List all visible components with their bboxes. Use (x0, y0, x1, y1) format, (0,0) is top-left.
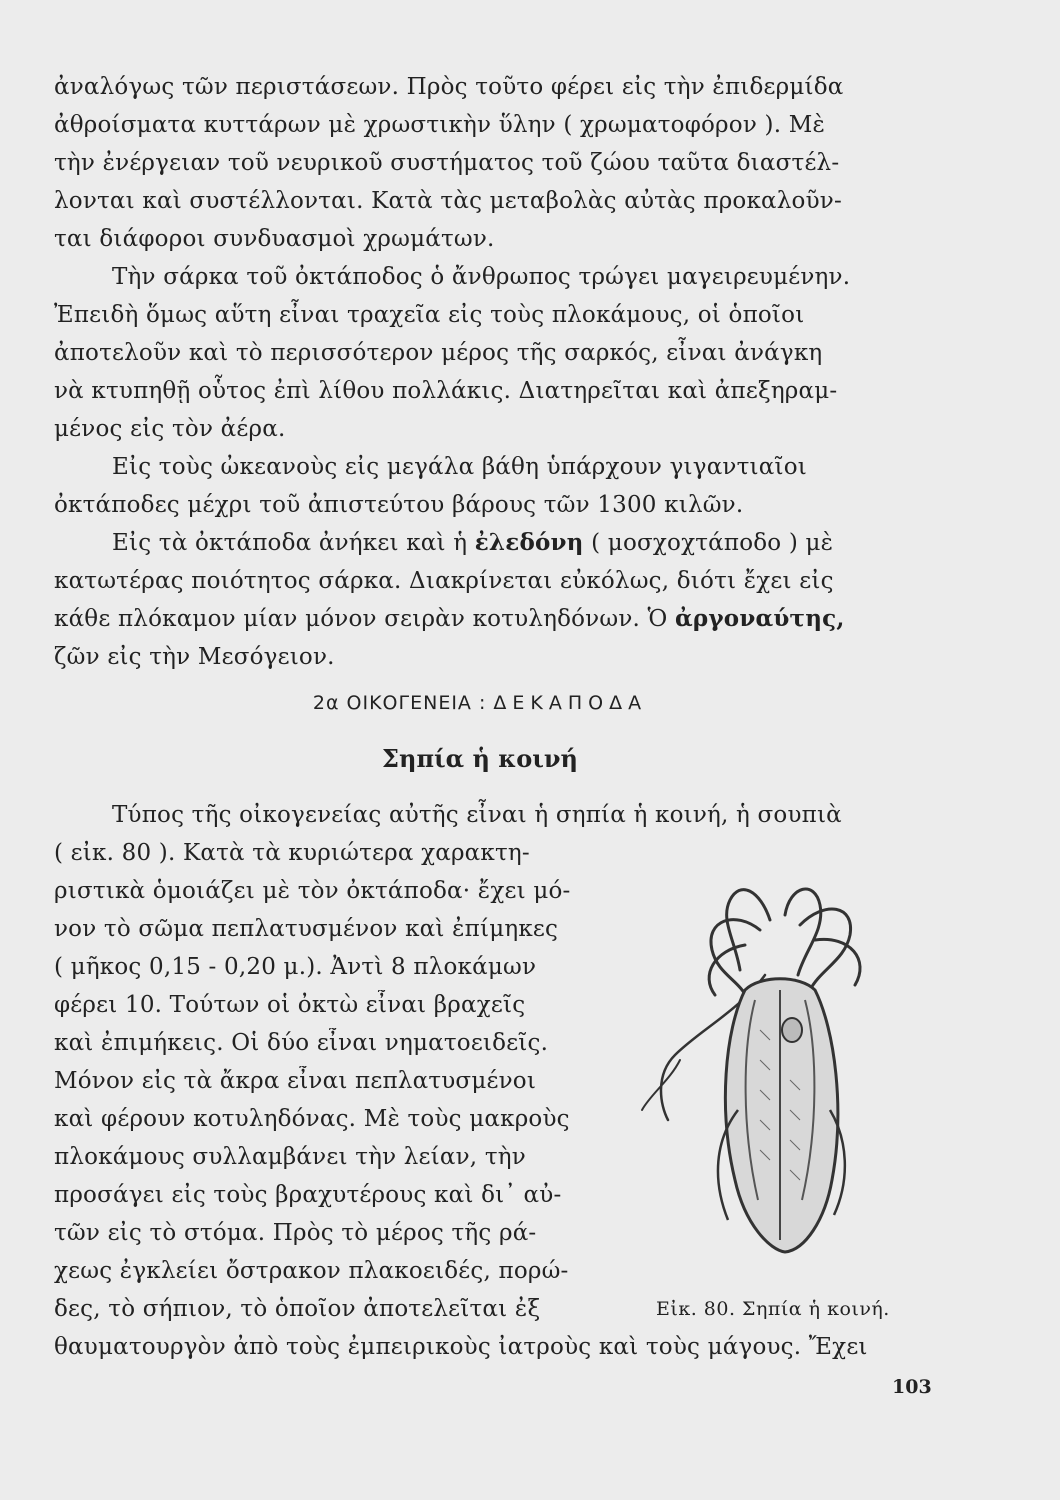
text-line: ὀκτάποδες μέχρι τοῦ ἀπιστεύτου βάρους τῶν 1300 κιλῶν. (54, 492, 744, 518)
text-run: κάθε πλόκαμον μίαν μόνον σειρὰν κοτυληδόνων. (54, 606, 648, 632)
text-run: ( μοσχοχτάποδο ) μὲ (583, 530, 834, 556)
bold-term-argonaut: ἀργοναύτης, (675, 605, 845, 632)
text-line: ται διάφοροι συνδυασμοὶ χρωμάτων. (54, 226, 495, 252)
text-line: Τύπος τῆς οἰκογενείας αὐτῆς εἶναι ἡ σηπία ἡ κοινή, ἡ σουπιὰ (112, 802, 842, 828)
text-line: Ἐπειδὴ ὅμως αὕτη εἶναι τραχεῖα εἰς τοὺς πλοκάμους, οἱ ὁποῖοι (54, 302, 805, 328)
family-name: ΔΕΚΑΠΟΔΑ (493, 692, 648, 714)
text-line: φέρει 10. Τούτων οἱ ὀκτὼ εἶναι βραχεῖς (54, 992, 526, 1018)
text-line: κατωτέρας ποιότητος σάρκα. Διακρίνεται εὐκόλως, διότι ἔχει εἰς (54, 568, 834, 594)
text-line: ἀναλόγως τῶν περιστάσεων. Πρὸς τοῦτο φέρει εἰς τὴν ἐπιδερμίδα (54, 74, 844, 100)
text-line: καὶ ἐπιμήκεις. Οἱ δύο εἶναι νηματοειδεῖς. (54, 1030, 549, 1056)
text-line: ἀθροίσματα κυττάρων μὲ χρωστικὴν ὕλην ( χρωματοφόρον ). Μὲ (54, 112, 826, 138)
text-line: ( εἰκ. 80 ). Κατὰ τὰ κυριώτερα χαρακτη- (54, 840, 530, 866)
text-line: Τὴν σάρκα τοῦ ὀκτάποδος ὁ ἄνθρωπος τρώγει μαγειρευμένην. (112, 264, 851, 290)
text-line: Εἰς τοὺς ὠκεανοὺς εἰς μεγάλα βάθη ὑπάρχουν γιγαντιαῖοι (112, 454, 807, 480)
bold-term-eledone: ἐλεδόνη (474, 529, 584, 556)
text-line: ριστικὰ ὁμοιάζει μὲ τὸν ὀκτάποδα· ἔχει μό- (54, 878, 571, 904)
text-run: Ὁ (647, 606, 676, 632)
text-line: θαυματουργὸν ἀπὸ τοὺς ἐμπειρικοὺς ἰατροὺς καὶ τοὺς μάγους. Ἔχει (54, 1334, 868, 1360)
text-line: πλοκάμους συλλαμβάνει τὴν λείαν, τὴν (54, 1144, 526, 1170)
text-line: ἀποτελοῦν καὶ τὸ περισσότερον μέρος τῆς σαρκός, εἶναι ἀνάγκη (54, 340, 823, 366)
species-heading: Σηπία ἡ κοινή (382, 744, 578, 773)
text-line (112, 528, 833, 558)
text-line: καὶ φέρουν κοτυληδόνας. Μὲ τοὺς μακροὺς (54, 1106, 570, 1132)
text-line: λονται καὶ συστέλλονται. Κατὰ τὰς μεταβολὰς αὐτὰς προκαλοῦν- (54, 188, 842, 214)
family-prefix: 2α ΟΙΚΟΓΕΝΕΙΑ : (312, 692, 494, 714)
text-line: ( μῆκος 0,15 - 0,20 μ.). Ἀντὶ 8 πλοκάμων (54, 954, 537, 980)
text-line: προσάγει εἰς τοὺς βραχυτέρους καὶ δι᾽ αὐ- (54, 1182, 562, 1208)
text-line: νον τὸ σῶμα πεπλατυσμένον καὶ ἐπίμηκες (54, 916, 559, 942)
text-line: νὰ κτυπηθῇ οὗτος ἐπὶ λίθου πολλάκις. Διατηρεῖται καὶ ἀπεξηραμ- (54, 378, 838, 404)
text-line: Μόνον εἰς τὰ ἄκρα εἶναι πεπλατυσμένοι (54, 1068, 537, 1094)
text-line: χεως ἐγκλείει ὄστρακον πλακοειδές, πορώ- (54, 1258, 569, 1284)
text-line: δες, τὸ σήπιον, τὸ ὁποῖον ἀποτελεῖται ἐξ (54, 1296, 541, 1322)
family-heading (0, 692, 960, 714)
cuttlefish-illustration (620, 842, 940, 1298)
text-line: τὴν ἐνέργειαν τοῦ νευρικοῦ συστήματος τοῦ ζώου ταῦτα διαστέλ- (54, 150, 840, 176)
text-line: ζῶν εἰς τὴν Μεσόγειον. (54, 644, 335, 670)
text-line (54, 604, 845, 634)
text-run: Εἰς τὰ ὀκτάποδα ἀνήκει καὶ ἡ (112, 530, 475, 556)
page-number: 103 (892, 1376, 932, 1398)
figure-caption: Εἰκ. 80. Σηπία ἡ κοινή. (656, 1298, 890, 1320)
text-line: μένος εἰς τὸν ἀέρα. (54, 416, 286, 442)
text-line: τῶν εἰς τὸ στόμα. Πρὸς τὸ μέρος τῆς ρά- (54, 1220, 537, 1246)
